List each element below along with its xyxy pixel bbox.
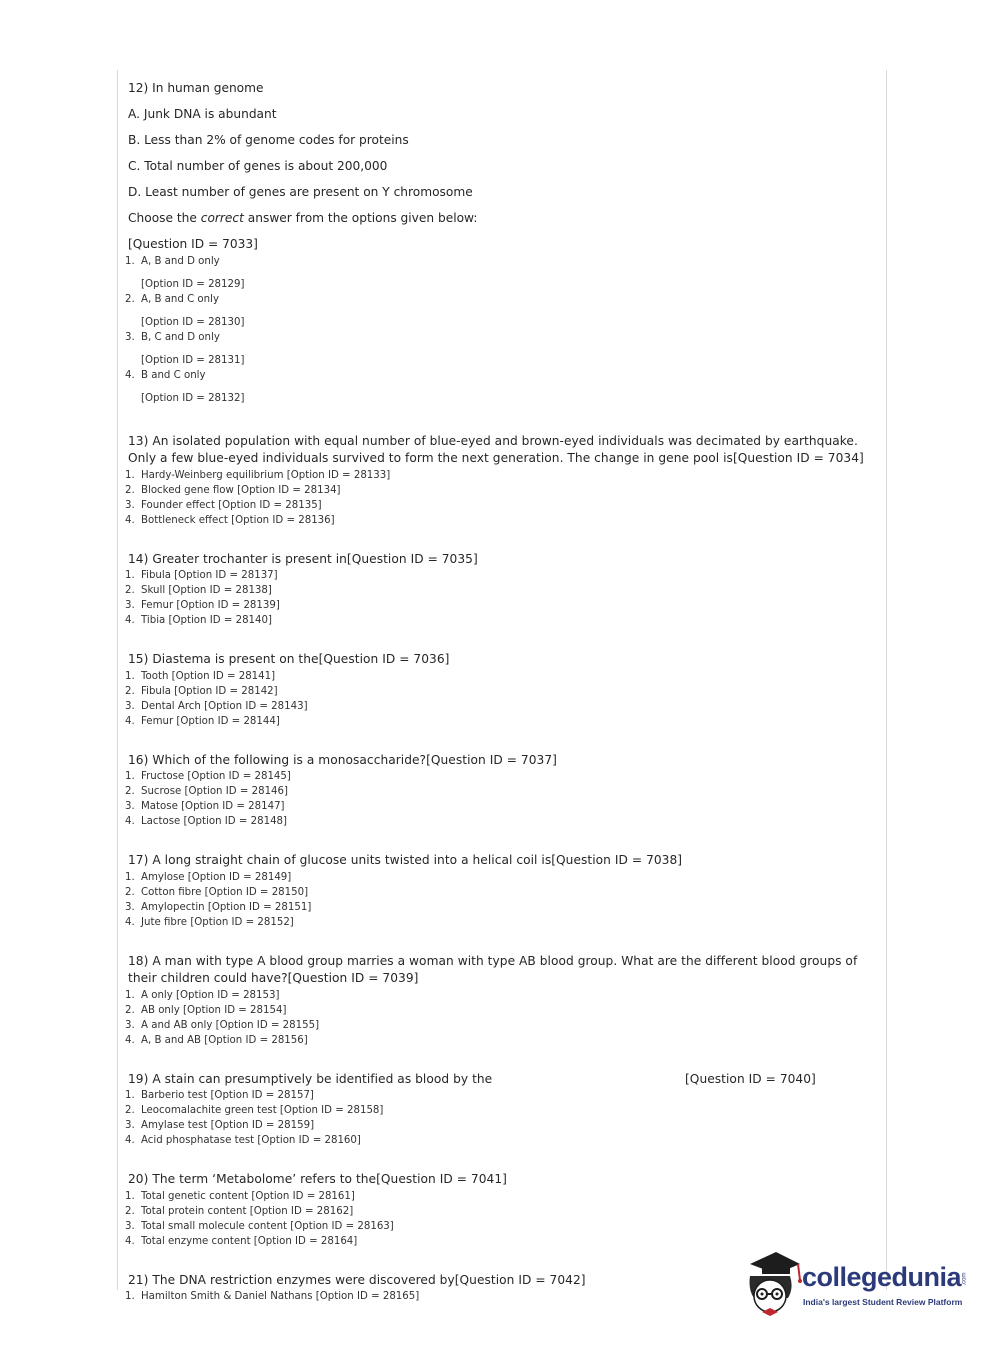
option-number: 3. [125,801,135,812]
options-list [125,1189,868,1249]
option-4[interactable] [125,1033,868,1048]
options-list [125,988,868,1048]
question-text: 19) A stain can presumptively be identified as blood by the [128,1071,493,1086]
question-16 [125,752,868,830]
instruction [128,210,868,228]
option-id: [Option ID = 28131] [141,354,245,366]
option-text: Dental Arch [Option ID = 28143] [141,700,308,712]
statement-b: B. Less than 2% of genome codes for proteins [128,133,409,147]
option-1[interactable] [125,870,868,885]
option-2[interactable] [125,1204,868,1219]
option-4[interactable] [125,613,868,628]
option-number: 2. [125,293,135,305]
option-4[interactable] [125,513,868,528]
option-number: 2. [125,484,135,496]
question-20 [125,1171,868,1249]
option-text: A and AB only [Option ID = 28155] [141,1019,320,1031]
option-text: B and C only [141,369,206,381]
question-title: 16) Which of the following is a monosaccharide?[Question ID = 7037] [128,752,557,767]
options-list [125,568,868,628]
option-text: A, B and D only [141,255,220,267]
options-list [125,254,868,406]
instruction-emphasis: correct [200,211,244,225]
option-3[interactable] [125,699,868,714]
option-number: 3. [125,600,135,611]
question-19 [125,1071,868,1149]
option-number: 4. [125,1135,135,1146]
options-list [125,669,868,729]
option-1[interactable] [125,669,868,684]
option-4[interactable] [125,915,868,930]
option-1[interactable] [125,254,868,292]
options-list [125,1088,868,1148]
option-number: 1. [125,871,135,883]
question-title-line-2: Only a few blue-eyed individuals survived to form the next generation. The change in gene pool is[Question ID = 7034] [128,451,864,465]
option-text: Femur [Option ID = 28144] [141,715,280,727]
option-number: 1. [125,255,135,267]
option-text: Femur [Option ID = 28139] [141,600,280,611]
option-text: Sucrose [Option ID = 28146] [141,786,288,797]
option-2[interactable] [125,1003,868,1018]
option-1[interactable] [125,1088,868,1103]
statement-c: C. Total number of genes is about 200,000 [128,159,388,173]
option-number: 1. [125,771,135,782]
option-number: 2. [125,786,135,797]
question-12 [125,80,868,406]
option-number: 2. [125,1004,135,1016]
option-text: Bottleneck effect [Option ID = 28136] [141,514,335,526]
option-text: Total small molecule content [Option ID = 28163] [141,1220,394,1232]
option-2[interactable] [125,784,868,799]
question-14 [125,551,868,629]
option-number: 2. [125,685,135,697]
option-number: 3. [125,700,135,712]
option-text: B, C and D only [141,331,220,343]
option-number: 4. [125,514,135,526]
option-number: 3. [125,1019,135,1031]
option-text: A, B and AB [Option ID = 28156] [141,1034,308,1046]
instruction-post: answer from the options given below: [243,211,478,225]
option-number: 1. [125,989,135,1001]
option-number: 1. [125,469,135,481]
option-text: Hardy-Weinberg equilibrium [Option ID = 28133] [141,469,391,481]
option-number: 2. [125,886,135,898]
option-id: [Option ID = 28129] [141,278,245,290]
question-title-line-1: 13) An isolated population with equal number of blue-eyed and brown-eyed individuals was decimated by earthquake. [128,433,858,448]
option-number: 4. [125,715,135,727]
option-2[interactable] [125,292,868,330]
logo-wordmark: collegedunia [802,1262,962,1292]
option-text: Amylase test [Option ID = 28159] [141,1120,315,1131]
statement-a: A. Junk DNA is abundant [128,107,277,121]
option-text: Founder effect [Option ID = 28135] [141,499,322,511]
option-text: Leocomalachite green test [Option ID = 28158] [141,1105,384,1116]
question-title-line-1: 18) A man with type A blood group marries a woman with type AB blood group. What are the different blood groups of [128,953,858,968]
option-text: AB only [Option ID = 28154] [141,1004,287,1016]
option-text: A, B and C only [141,293,219,305]
option-2[interactable] [125,885,868,900]
logo-tagline: India's largest Student Review Platform [803,1297,963,1307]
logo-suffix: .com [961,1272,968,1286]
question-title: 12) In human genome [128,81,264,95]
option-text: Barberio test [Option ID = 28157] [141,1090,314,1101]
option-text: Acid phosphatase test [Option ID = 28160] [141,1135,361,1146]
instruction-pre: Choose the [128,211,201,225]
statement-d: D. Least number of genes are present on Y chromosome [128,185,473,199]
option-3[interactable] [125,330,868,368]
option-text: Blocked gene flow [Option ID = 28134] [141,484,341,496]
option-text: Tibia [Option ID = 28140] [141,615,272,626]
option-text: A only [Option ID = 28153] [141,989,280,1001]
option-1[interactable] [125,1189,868,1204]
option-number: 3. [125,1120,135,1131]
option-text: Amylopectin [Option ID = 28151] [141,901,312,913]
collegedunia-logo[interactable] [742,1250,972,1320]
options-list [125,769,868,829]
option-4[interactable] [125,1234,868,1249]
option-text: Fructose [Option ID = 28145] [141,771,291,782]
option-number: 1. [125,570,135,581]
option-1[interactable] [125,988,868,1003]
option-2[interactable] [125,684,868,699]
option-2[interactable] [125,1103,868,1118]
option-id: [Option ID = 28130] [141,316,245,328]
option-text: Hamilton Smith & Daniel Nathans [Option ID = 28165] [141,1291,420,1302]
option-number: 1. [125,1190,135,1202]
option-number: 2. [125,1105,135,1116]
option-number: 4. [125,1235,135,1247]
option-4[interactable] [125,714,868,729]
option-number: 4. [125,816,135,827]
option-1[interactable] [125,468,868,483]
option-2[interactable] [125,583,868,598]
options-list [125,468,868,528]
question-title: 15) Diastema is present on the[Question ID = 7036] [128,652,450,666]
option-number: 3. [125,331,135,343]
option-number: 2. [125,1205,135,1217]
option-number: 3. [125,499,135,511]
option-number: 2. [125,585,135,596]
option-text: Cotton fibre [Option ID = 28150] [141,886,309,898]
student-mascot-icon [742,1250,804,1318]
option-2[interactable] [125,483,868,498]
question-title: 21) The DNA restriction enzymes were discovered by[Question ID = 7042] [128,1272,586,1287]
option-number: 1. [125,1291,135,1302]
question-title-line-2: their children could have?[Question ID = 7039] [128,971,419,985]
option-text: Fibula [Option ID = 28137] [141,570,278,581]
question-title: 17) A long straight chain of glucose units twisted into a helical coil is[Question ID = 7038] [128,853,683,867]
option-text: Jute fibre [Option ID = 28152] [141,916,294,928]
question-title: 14) Greater trochanter is present in[Question ID = 7035] [128,551,478,566]
option-4[interactable] [125,1133,868,1148]
question-paper [125,80,868,1304]
option-number: 3. [125,1220,135,1232]
option-id: [Option ID = 28132] [141,392,245,404]
option-text: Skull [Option ID = 28138] [141,585,272,596]
option-3[interactable] [125,598,868,613]
question-title [128,1071,868,1089]
option-text: Amylose [Option ID = 28149] [141,871,292,883]
option-text: Total protein content [Option ID = 28162] [141,1205,354,1217]
option-1[interactable] [125,769,868,784]
option-number: 4. [125,369,135,381]
option-text: Total enzyme content [Option ID = 28164] [141,1235,358,1247]
option-number: 4. [125,615,135,626]
option-text: Lactose [Option ID = 28148] [141,816,288,827]
option-3[interactable] [125,900,868,915]
option-1[interactable] [125,568,868,583]
question-18 [125,953,868,1048]
question-id: [Question ID = 7033] [128,237,258,251]
option-3[interactable] [125,1018,868,1033]
option-4[interactable] [125,368,868,406]
option-number: 1. [125,670,135,682]
option-text: Fibula [Option ID = 28142] [141,685,278,697]
question-id: [Question ID = 7040] [685,1071,816,1086]
question-17 [125,852,868,930]
option-text: Total genetic content [Option ID = 28161] [141,1190,355,1202]
question-title: 20) The term ‘Metabolome’ refers to the[Question ID = 7041] [128,1172,507,1186]
options-list [125,870,868,930]
option-text: Matose [Option ID = 28147] [141,801,285,812]
option-3[interactable] [125,1219,868,1234]
option-number: 4. [125,916,135,928]
question-15 [125,651,868,729]
option-text: Tooth [Option ID = 28141] [141,670,276,682]
option-number: 3. [125,901,135,913]
option-4[interactable] [125,814,868,829]
option-number: 1. [125,1090,135,1101]
option-3[interactable] [125,1118,868,1133]
question-13 [125,433,868,528]
option-3[interactable] [125,498,868,513]
option-3[interactable] [125,799,868,814]
option-number: 4. [125,1034,135,1046]
